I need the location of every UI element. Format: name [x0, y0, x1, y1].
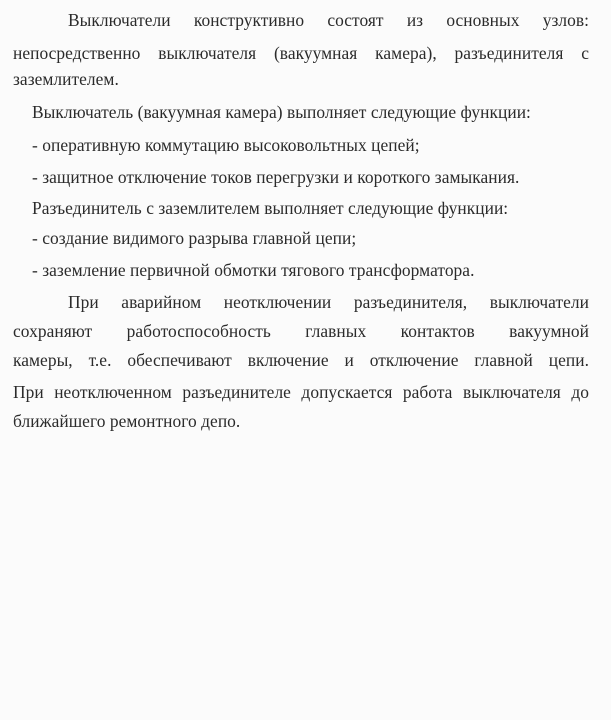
paragraph-1-line-2: непосредственно выключателя (вакуумная камера), разъединителя с [13, 43, 589, 63]
paragraph-4-line-3: камеры, т.е. обеспечивают включение и отключение главной цепи. [13, 350, 589, 370]
paragraph-4-line-4: При неотключенном разъединителе допускается работа выключателя до [13, 382, 589, 402]
paragraph-4-line-1: При аварийном неотключении разъединителя, выключатели [68, 292, 589, 312]
list-item-1: - оперативную коммутацию высоковольтных цепей; [32, 135, 420, 155]
list-item-3: - создание видимого разрыва главной цепи; [32, 228, 357, 248]
paragraph-1-line-1: Выключатели конструктивно состоят из основных узлов: [68, 10, 589, 30]
list-item-2: - защитное отключение токов перегрузки и короткого замыкания. [32, 167, 520, 187]
paragraph-3-heading: Разъединитель с заземлителем выполняет следующие функции: [32, 198, 509, 218]
paragraph-4-line-5: ближайшего ремонтного депо. [13, 411, 241, 431]
paragraph-2-heading: Выключатель (вакуумная камера) выполняет следующие функции: [32, 102, 531, 122]
paragraph-4-line-2: сохраняют работоспособность главных контактов вакуумной [13, 321, 589, 341]
list-item-4: - заземление первичной обмотки тягового трансформатора. [32, 260, 475, 280]
paragraph-1-line-3: заземлителем. [13, 69, 119, 89]
